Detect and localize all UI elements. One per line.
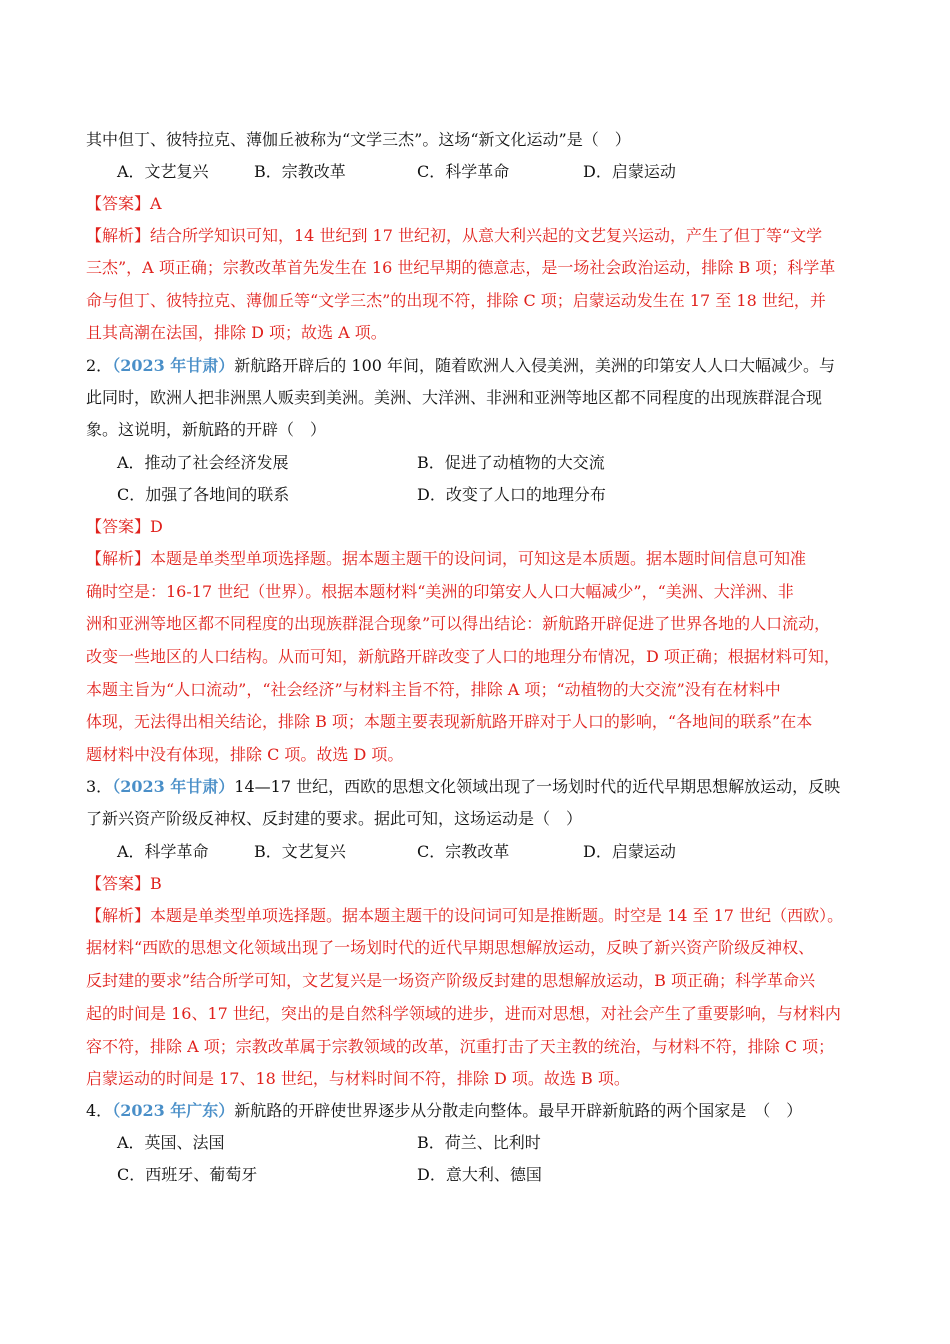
q1-analysis-line: 命与但丁、彼特拉克、薄伽丘等“文学三杰”的出现不符，排除 C 项；启蒙运动发生在 17 至 18 世纪，并 [86,291,826,310]
q2-option-c: C．加强了各地间的联系 [117,485,290,504]
q2-stem-first-line [86,355,876,377]
q2-analysis-line: 改变一些地区的人口结构。从而可知，新航路开辟改变了人口的地理分布情况，D 项正确；根据材料可知， [86,647,840,666]
q3-stem-first-line [86,776,876,798]
q4-option-d: D．意大利、德国 [417,1165,542,1184]
q2-analysis-line: 本题主旨为“人口流动”，“社会经济”与材料主旨不符，排除 A 项；“动植物的大交流”没有在材料中 [86,680,781,699]
q4-stem-text: 新航路的开辟使世界逐步从分散走向整体。最早开辟新航路的两个国家是 （ ） [234,1101,803,1120]
q3-source-tag: （2023 年甘肃） [112,777,235,796]
q2-stem-line: 此同时，欧洲人把非洲黑人贩卖到美洲。美洲、大洋洲、非洲和亚洲等地区都不同程度的出现族群混合现 [86,388,823,407]
q4-option-b: B．荷兰、比利时 [417,1133,541,1152]
q3-analysis-line: 启蒙运动的时间是 17、18 世纪，与材料时间不符，排除 D 项。故选 B 项。 [86,1069,630,1088]
q3-stem-line: 了新兴资产阶级反神权、反封建的要求。据此可知，这场运动是（ ） [86,809,583,828]
q3-analysis-line: 容不符，排除 A 项；宗教改革属于宗教领域的改革，沉重打击了天主教的统治，与材料不符，排除 C 项； [86,1037,835,1056]
q1-option-d: D．启蒙运动 [583,162,676,181]
q1-answer: 【答案】A [86,194,162,213]
q1-stem-end: 其中但丁、彼特拉克、薄伽丘被称为“文学三杰”。这场“新文化运动”是（ ） [86,130,631,149]
q2-analysis-line: 【解析】本题是单类型单项选择题。据本题主题干的设问词，可知这是本质题。据本题时间信息可知准 [86,549,807,568]
q1-option-a: A．文艺复兴 [117,162,209,181]
q2-analysis-line: 洲和亚洲等地区都不同程度的出现族群混合现象”可以得出结论：新航路开辟促进了世界各地的人口流动， [86,614,831,633]
q3-answer: 【答案】B [86,874,162,893]
q3-number: 3． [86,777,113,796]
q2-option-d: D．改变了人口的地理分布 [417,485,606,504]
q3-option-b: B．文艺复兴 [254,842,346,861]
q1-option-c: C．科学革命 [417,162,510,181]
q4-source-tag: （2023 年广东） [112,1101,235,1120]
q1-option-b: B．宗教改革 [254,162,346,181]
q3-option-c: C．宗教改革 [417,842,510,861]
q3-option-d: D．启蒙运动 [583,842,676,861]
q2-stem-line: 象。这说明，新航路的开辟（ ） [86,420,327,439]
q3-analysis-line: 起的时间是 16、17 世纪，突出的是自然科学领域的进步，进而对思想，对社会产生了重要影响，与材料内 [86,1004,841,1023]
q2-analysis-line: 体现，无法得出相关结论，排除 B 项；本题主要表现新航路开辟对于人口的影响，“各地间的联系”在本 [86,712,813,731]
q3-analysis-line: 反封建的要求”结合所学可知，文艺复兴是一场资产阶级反封建的思想解放运动，B 项正确；科学革命兴 [86,971,816,990]
q4-option-c: C．西班牙、葡萄牙 [117,1165,258,1184]
q2-analysis-line: 确时空是：16-17 世纪（世界）。根据本题材料“美洲的印第安人人口大幅减少”，“美洲、大洋洲、非 [86,582,794,601]
q4-stem-line [86,1100,876,1122]
q3-analysis-line: 据材料“西欧的思想文化领域出现了一场划时代的近代早期思想解放运动，反映了新兴资产阶级反神权、 [86,938,815,957]
q1-analysis-line: 【解析】结合所学知识可知，14 世纪到 17 世纪初，从意大利兴起的文艺复兴运动，产生了但丁等“文学 [86,226,823,245]
q2-number: 2． [86,356,113,375]
q2-option-b: B．促进了动植物的大交流 [417,453,605,472]
q2-answer: 【答案】D [86,517,163,536]
q4-option-a: A．英国、法国 [117,1133,225,1152]
q3-option-a: A．科学革命 [117,842,209,861]
q2-stem-text: 新航路开辟后的 100 年间，随着欧洲人入侵美洲，美洲的印第安人人口大幅减少。与 [234,356,836,375]
q3-stem-text: 14—17 世纪，西欧的思想文化领域出现了一场划时代的近代早期思想解放运动，反映 [234,777,841,796]
q2-analysis-line: 题材料中没有体现，排除 C 项。故选 D 项。 [86,745,404,764]
q2-option-a: A．推动了社会经济发展 [117,453,289,472]
q3-analysis-line: 【解析】本题是单类型单项选择题。据本题主题干的设问词可知是推断题。时空是 14 至 17 世纪（西欧）。 [86,906,844,925]
q4-number: 4． [86,1101,113,1120]
q1-analysis-line: 三杰”，A 项正确；宗教改革首先发生在 16 世纪早期的德意志，是一场社会政治运动，排除 B 项；科学革 [86,258,836,277]
q1-analysis-line: 且其高潮在法国，排除 D 项；故选 A 项。 [86,323,387,342]
q2-source-tag: （2023 年甘肃） [112,356,235,375]
